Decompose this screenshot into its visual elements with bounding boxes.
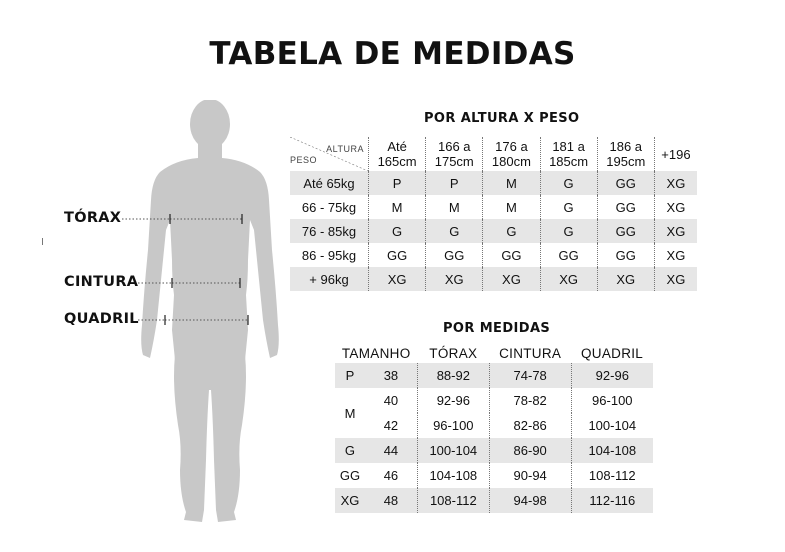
size-cell: M bbox=[483, 195, 540, 219]
column-header: TAMANHO bbox=[341, 345, 411, 361]
quadril-cell: 112-116 bbox=[571, 488, 653, 513]
table-row bbox=[335, 363, 653, 388]
quadril-cell: 92-96 bbox=[571, 363, 653, 388]
size-cell: GG bbox=[369, 243, 426, 267]
stray-tick bbox=[42, 238, 43, 245]
torax-cell: 88-92 bbox=[417, 363, 489, 388]
number-cell: 40 bbox=[383, 393, 399, 408]
quadril-cell: 104-108 bbox=[571, 438, 653, 463]
quadril-cell: 96-100 bbox=[571, 388, 653, 413]
size-cell: G bbox=[483, 219, 540, 243]
column-header: 186 a 195cm bbox=[597, 137, 654, 171]
size-cell: XG bbox=[483, 267, 540, 291]
size-cell: G bbox=[540, 219, 597, 243]
corner-label-peso: PESO bbox=[290, 155, 318, 165]
weight-cell: 86 - 95kg bbox=[301, 247, 357, 263]
column-header: Até 165cm bbox=[369, 137, 426, 171]
quadril-cell: 108-112 bbox=[571, 463, 653, 488]
size-cell: GG bbox=[597, 243, 654, 267]
size-cell: GG bbox=[597, 219, 654, 243]
label-cintura: CINTURA bbox=[64, 274, 139, 290]
cintura-cell: 90-94 bbox=[489, 463, 571, 488]
size-cell: XG bbox=[654, 171, 697, 195]
size-cell: G bbox=[540, 171, 597, 195]
size-cell: GG bbox=[426, 243, 483, 267]
size-cell: G bbox=[540, 195, 597, 219]
torax-cell: 108-112 bbox=[417, 488, 489, 513]
torax-cell: 104-108 bbox=[417, 463, 489, 488]
size-cell: G bbox=[369, 219, 426, 243]
size-cell: XG bbox=[654, 195, 697, 219]
size-cell: GG bbox=[597, 195, 654, 219]
table-row bbox=[335, 438, 653, 463]
section-title-height-weight: POR ALTURA X PESO bbox=[424, 111, 580, 126]
section-title-measures: POR MEDIDAS bbox=[443, 321, 551, 336]
cintura-cell: 74-78 bbox=[489, 363, 571, 388]
size-cell: XG bbox=[597, 267, 654, 291]
size-cell: XG bbox=[654, 219, 697, 243]
size-cell: XG bbox=[654, 267, 697, 291]
size-cell: GG bbox=[483, 243, 540, 267]
column-header: QUADRIL bbox=[580, 345, 644, 361]
cintura-cell: 78-82 bbox=[489, 388, 571, 413]
column-header: 181 a 185cm bbox=[540, 137, 597, 171]
label-torax: TÓRAX bbox=[64, 210, 122, 226]
size-cell: M bbox=[426, 195, 483, 219]
size-cell: XG bbox=[335, 488, 365, 513]
size-cell: GG bbox=[339, 468, 361, 483]
table-header-row bbox=[290, 137, 697, 171]
table-row bbox=[335, 388, 653, 413]
cintura-cell: 82-86 bbox=[489, 413, 571, 438]
weight-cell: + 96kg bbox=[290, 267, 369, 291]
table-row bbox=[290, 243, 697, 267]
size-cell: G bbox=[426, 219, 483, 243]
size-cell: P bbox=[369, 171, 426, 195]
table-row bbox=[290, 219, 697, 243]
column-header: 166 a 175cm bbox=[426, 137, 483, 171]
table-row bbox=[335, 413, 653, 438]
weight-cell: 76 - 85kg bbox=[290, 219, 369, 243]
column-header: +196 bbox=[654, 137, 697, 171]
table-header-row bbox=[335, 343, 653, 363]
quadril-cell: 100-104 bbox=[571, 413, 653, 438]
torax-cell: 100-104 bbox=[417, 438, 489, 463]
column-header: 176 a 180cm bbox=[483, 137, 540, 171]
number-cell: 46 bbox=[383, 468, 399, 483]
number-cell: 38 bbox=[365, 363, 417, 388]
number-cell: 44 bbox=[365, 438, 417, 463]
cintura-cell: 94-98 bbox=[489, 488, 571, 513]
size-cell: XG bbox=[654, 243, 697, 267]
size-cell: M bbox=[344, 405, 356, 421]
table-corner-cell bbox=[290, 137, 369, 171]
torax-cell: 96-100 bbox=[417, 413, 489, 438]
weight-cell: Até 65kg bbox=[290, 171, 369, 195]
table-row bbox=[335, 463, 653, 488]
size-cell: M bbox=[483, 171, 540, 195]
table-row bbox=[290, 267, 697, 291]
size-cell: XG bbox=[540, 267, 597, 291]
size-cell: XG bbox=[426, 267, 483, 291]
torax-cell: 92-96 bbox=[417, 388, 489, 413]
measures-table bbox=[335, 343, 653, 513]
number-cell: 42 bbox=[383, 418, 399, 433]
column-header: CINTURA bbox=[499, 345, 562, 361]
table-row bbox=[335, 488, 653, 513]
size-cell: P bbox=[335, 363, 365, 388]
column-header: TÓRAX bbox=[429, 345, 478, 361]
size-cell: XG bbox=[369, 267, 426, 291]
size-cell: G bbox=[335, 438, 365, 463]
page-title: TABELA DE MEDIDAS bbox=[209, 36, 576, 72]
table-row bbox=[290, 171, 697, 195]
table-row bbox=[290, 195, 697, 219]
corner-label-altura: ALTURA bbox=[326, 144, 364, 154]
cintura-cell: 86-90 bbox=[489, 438, 571, 463]
height-weight-table bbox=[290, 137, 697, 291]
number-cell: 48 bbox=[365, 488, 417, 513]
label-quadril: QUADRIL bbox=[64, 311, 139, 327]
weight-cell: 66 - 75kg bbox=[301, 199, 357, 215]
size-cell: GG bbox=[540, 243, 597, 267]
size-cell: GG bbox=[597, 171, 654, 195]
size-cell: P bbox=[426, 171, 483, 195]
size-cell: M bbox=[369, 195, 426, 219]
